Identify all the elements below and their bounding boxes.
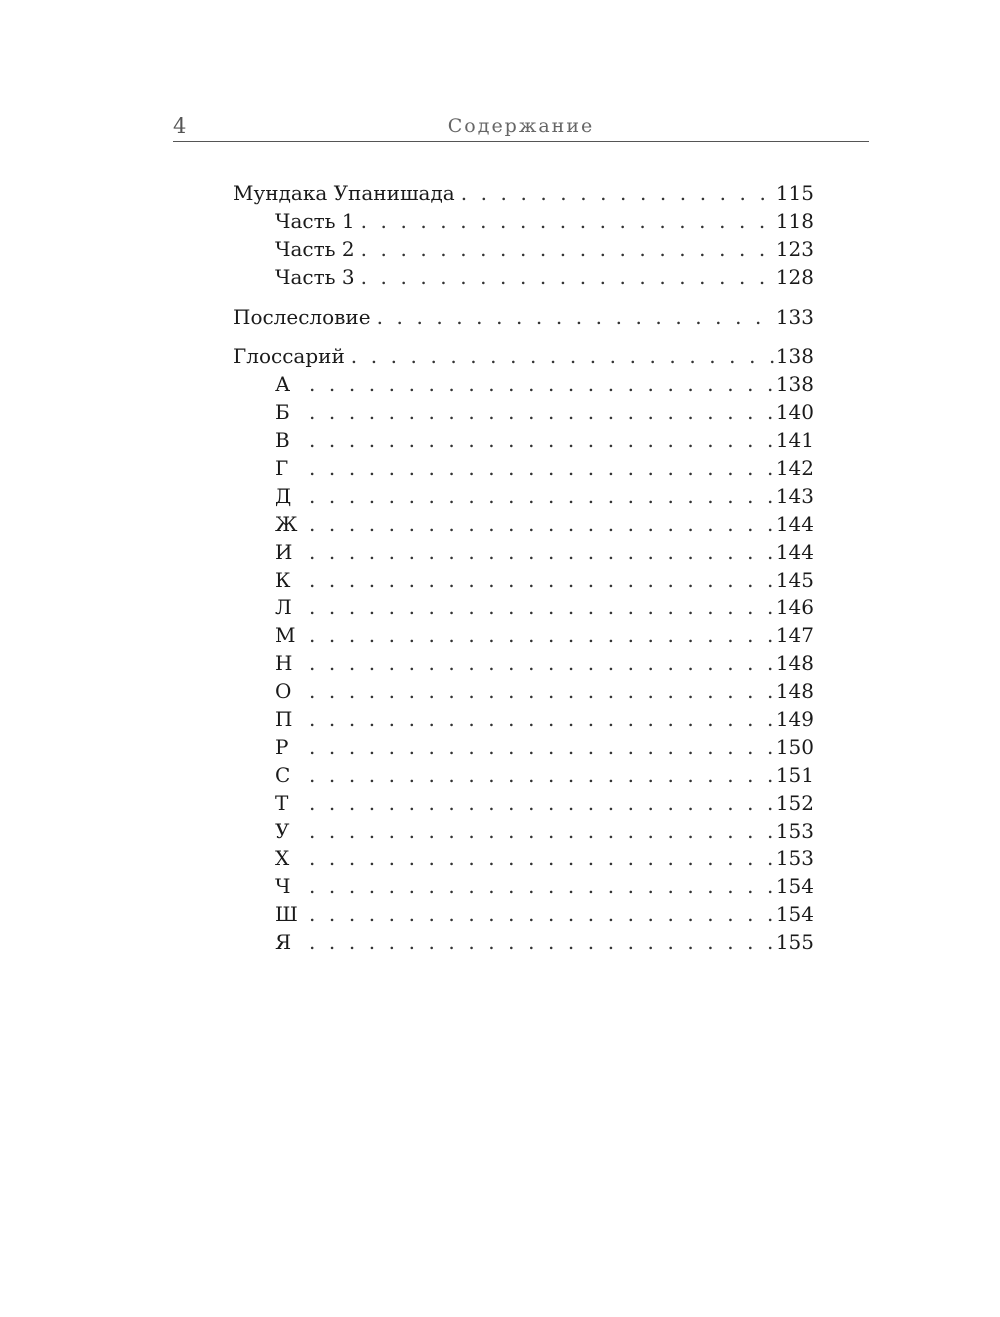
toc-entry[interactable] [233,734,814,762]
toc-entry-title: Т [275,790,289,815]
toc-entry-title: Г [275,456,289,481]
dot-leader [309,483,774,511]
toc-entry-page-number: 154 [775,902,814,927]
toc-entry-page-number: 148 [775,679,814,704]
toc-entry[interactable] [233,845,814,873]
toc-entry-page-number: 143 [775,483,814,508]
dot-leader [309,929,774,957]
toc-entry[interactable] [233,236,814,264]
table-of-contents [233,180,814,957]
toc-entry-title: У [275,818,290,843]
toc-entry-page-number: 140 [775,400,814,425]
toc-entry-title: Глоссарий [233,344,345,369]
toc-entry[interactable] [233,511,814,539]
toc-entry-title: Б [275,400,290,425]
toc-entry-page-number: 133 [775,304,814,329]
toc-entry[interactable] [233,371,814,399]
toc-entry-page-number: 152 [775,790,814,815]
toc-entry-title: А [275,372,291,397]
dot-leader [309,790,774,818]
toc-entry-page-number: 148 [775,651,814,676]
toc-entry-page-number: 145 [775,567,814,592]
toc-entry-page-number: 155 [775,930,814,955]
toc-entry[interactable] [233,539,814,567]
running-head: Содержание [447,115,595,137]
dot-leader [309,901,774,929]
toc-entry-title: С [275,762,291,787]
toc-entry-page-number: 153 [775,818,814,843]
toc-entry-page-number: 142 [775,456,814,481]
toc-entry-title: Часть 1 [275,208,355,233]
dot-leader [309,622,774,650]
dot-leader [309,706,774,734]
toc-entry[interactable] [233,929,814,957]
toc-entry-title: Я [275,930,292,955]
toc-entry[interactable] [233,455,814,483]
toc-entry-title: Н [275,651,293,676]
toc-entry-title: Л [275,595,292,620]
dot-leader [309,845,774,873]
toc-entry-title: К [275,567,291,592]
toc-entry[interactable] [233,650,814,678]
toc-entry-title: Ш [275,902,298,927]
toc-entry-page-number: 138 [775,344,814,369]
toc-entry-title: М [275,623,296,648]
toc-entry-title: Ч [275,874,291,899]
toc-entry-page-number: 128 [775,264,814,289]
dot-leader [309,399,774,427]
toc-entry[interactable] [233,901,814,929]
toc-entry-page-number: 153 [775,846,814,871]
dot-leader [309,873,774,901]
toc-entry-title: Д [275,483,292,508]
toc-entry[interactable] [233,762,814,790]
dot-leader [361,208,774,236]
dot-leader [309,762,774,790]
page-header [173,113,869,142]
toc-entry-title: Мундака Упанишада [233,181,455,205]
toc-entry[interactable] [233,264,814,292]
dot-leader [351,343,774,371]
toc-entry-title: В [275,428,290,453]
toc-entry-page-number: 118 [775,208,814,233]
toc-entry[interactable] [233,790,814,818]
toc-entry-title: И [275,539,293,564]
dot-leader [309,594,774,622]
toc-entry-title: Х [275,846,290,871]
page-number: 4 [173,114,187,138]
toc-entry-page-number: 146 [775,595,814,620]
toc-entry[interactable] [233,594,814,622]
toc-entry-page-number: 123 [775,236,814,261]
toc-entry-page-number: 138 [775,372,814,397]
toc-entry[interactable] [233,427,814,455]
dot-leader [309,678,774,706]
dot-leader [309,567,774,595]
toc-entry-page-number: 154 [775,874,814,899]
toc-entry-title: О [275,679,292,704]
dot-leader [461,180,774,208]
toc-entry[interactable] [233,706,814,734]
toc-entry-page-number: 115 [775,181,814,205]
toc-entry[interactable] [233,678,814,706]
toc-entry[interactable] [233,567,814,595]
toc-entry-page-number: 147 [775,623,814,648]
toc-entry-title: Послесловие [233,304,371,329]
dot-leader [377,304,774,332]
toc-entry-title: Ж [275,511,298,536]
toc-entry-page-number: 144 [775,539,814,564]
dot-leader [309,650,774,678]
dot-leader [309,455,774,483]
toc-entry[interactable] [233,208,814,236]
toc-entry-title: Часть 3 [275,264,355,289]
dot-leader [309,427,774,455]
toc-entry-page-number: 144 [775,511,814,536]
toc-entry[interactable] [233,622,814,650]
toc-entry[interactable] [233,483,814,511]
toc-entry[interactable] [233,873,814,901]
toc-entry[interactable] [233,343,814,371]
toc-entry-page-number: 149 [775,707,814,732]
dot-leader [309,734,774,762]
dot-leader [309,539,774,567]
toc-entry-title: Р [275,734,289,759]
toc-entry-page-number: 141 [775,428,814,453]
toc-entry-title: Часть 2 [275,236,355,261]
dot-leader [361,264,774,292]
toc-entry[interactable] [233,818,814,846]
toc-entry[interactable] [233,399,814,427]
toc-entry-page-number: 151 [775,762,814,787]
dot-leader [361,236,774,264]
toc-entry[interactable] [233,304,814,332]
toc-entry[interactable] [233,180,814,208]
toc-entry-page-number: 150 [775,734,814,759]
dot-leader [309,371,774,399]
dot-leader [309,818,774,846]
dot-leader [309,511,774,539]
toc-entry-title: П [275,707,293,732]
